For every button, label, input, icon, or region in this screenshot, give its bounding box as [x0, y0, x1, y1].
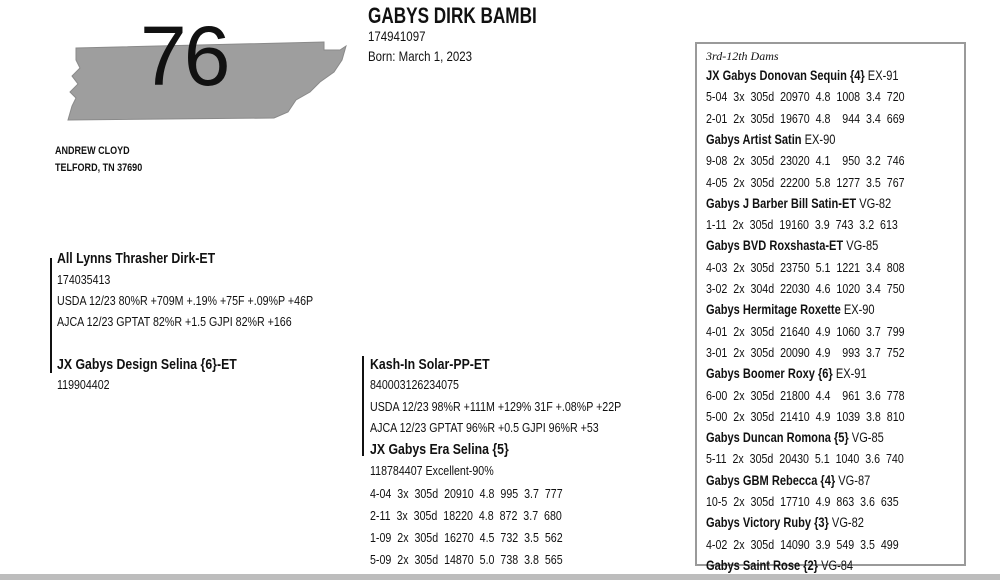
dam-entry-name	[706, 366, 867, 381]
dam-entry-name	[706, 196, 891, 211]
sire-name: All Lynns Thrasher Dirk-ET	[57, 250, 216, 267]
dam-production-record: 5-11 2x 305d 20430 5.1 1040 3.6 740	[706, 451, 904, 467]
granddam-name: JX Gabys Era Selina {5}	[370, 441, 509, 458]
dam-name: JX Gabys Design Selina {6}-ET	[57, 356, 237, 373]
maternal-grandsire-ajca-proof: AJCA 12/23 GPTAT 96%R +0.5 GJPI 96%R +53	[370, 420, 599, 435]
maternal-grandsire-usda-proof: USDA 12/23 98%R +111M +129% 31F +.08%P +22P	[370, 399, 622, 414]
dam-production-record: 3-02 2x 304d 22030 4.6 1020 3.4 750	[706, 281, 905, 296]
granddam-record: 1-09 2x 305d 16270 4.5 732 3.5 562	[370, 530, 563, 545]
maternal-grandsire-name: Kash-In Solar-PP-ET	[370, 356, 490, 373]
dam-production-record: 4-01 2x 305d 21640 4.9 1060 3.7 799	[706, 323, 905, 339]
maternal-grandsire-reg: 840003126234075	[370, 377, 459, 392]
dam-production-record: 3-01 2x 305d 20090 4.9 993 3.7 752	[706, 344, 905, 360]
granddam-reg: 118784407 Excellent-90%	[370, 463, 494, 478]
registration-number: 174941097	[368, 28, 426, 44]
bottom-rule	[0, 574, 1000, 580]
dam-production-record: 4-05 2x 305d 22200 5.8 1277 3.5 767	[706, 174, 905, 190]
dam-production-record: 9-08 2x 305d 23020 4.1 950 3.2 746	[706, 153, 905, 169]
dam-name: Gabys Artist Satin	[706, 131, 802, 147]
pedigree-line-dam	[50, 355, 52, 373]
granddam-record: 5-09 2x 305d 14870 5.0 738 3.8 565	[370, 552, 563, 567]
dam-reg: 119904402	[57, 377, 110, 392]
dam-classification: VG-85	[846, 238, 879, 254]
dam-production-record: 5-00 2x 305d 21410 4.9 1039 3.8 810	[706, 408, 905, 424]
dam-production-record: 4-02 2x 305d 14090 3.9 549 3.5 499	[706, 536, 899, 552]
dam-classification: EX-90	[804, 131, 836, 147]
dam-production-record: 4-03 2x 305d 23750 5.1 1221 3.4 808	[706, 259, 905, 275]
birth-date: Born: March 1, 2023	[368, 48, 473, 64]
sire-reg: 174035413	[57, 272, 111, 287]
dam-entry-name	[706, 473, 870, 488]
sire-usda-proof: USDA 12/23 80%R +709M +.19% +75F +.09%P +46P	[57, 293, 314, 308]
animal-name: GABYS DIRK BAMBI	[368, 3, 537, 28]
dam-name: Gabys Boomer Roxy {6}	[706, 366, 833, 382]
dam-classification: EX-90	[843, 302, 875, 318]
dam-classification: VG-84	[821, 557, 854, 573]
dam-entry-name	[706, 302, 875, 317]
lot-number: 76	[140, 9, 228, 103]
sire-ajca-proof: AJCA 12/23 GPTAT 82%R +1.5 GJPI 82%R +166	[57, 314, 292, 329]
dam-name: Gabys Victory Ruby {3}	[706, 515, 829, 531]
dam-name: Gabys BVD Roxshasta-ET	[706, 238, 844, 254]
dam-classification: EX-91	[867, 68, 899, 83]
granddam-record: 4-04 3x 305d 20910 4.8 995 3.7 777	[370, 486, 563, 501]
dam-name: JX Gabys Donovan Sequin {4}	[706, 68, 865, 83]
dam-classification: VG-87	[838, 472, 871, 488]
dam-production-record: 2-01 2x 305d 19670 4.8 944 3.4 669	[706, 110, 905, 126]
dam-name: Gabys J Barber Bill Satin-ET	[706, 195, 857, 211]
dams-box-title: 3rd-12th Dams	[706, 49, 779, 63]
dam-production-record: 6-00 2x 305d 21800 4.4 961 3.6 778	[706, 387, 905, 403]
dam-entry-name	[706, 238, 878, 253]
dam-entry-name	[706, 430, 884, 445]
dam-entry-name	[706, 68, 899, 83]
dam-classification: EX-91	[835, 366, 867, 382]
dam-entry-name	[706, 515, 864, 530]
dam-name: Gabys Hermitage Roxette	[706, 302, 841, 318]
dam-name: Gabys Saint Rose {2}	[706, 557, 818, 573]
pedigree-line-grandsire	[362, 356, 364, 456]
owner-address: TELFORD, TN 37690	[55, 162, 143, 174]
dam-entry-name	[706, 558, 853, 573]
owner-name: ANDREW CLOYD	[55, 145, 130, 157]
dam-entry-name	[706, 132, 835, 147]
dam-name: Gabys GBM Rebecca {4}	[706, 472, 836, 488]
dam-name: Gabys Duncan Romona {5}	[706, 430, 849, 446]
dam-production-record: 1-11 2x 305d 19160 3.9 743 3.2 613	[706, 217, 898, 233]
dam-production-record: 5-04 3x 305d 20970 4.8 1008 3.4 720	[706, 89, 905, 105]
dam-classification: VG-82	[831, 515, 864, 531]
dam-production-record: 10-5 2x 305d 17710 4.9 863 3.6 635	[706, 494, 899, 509]
granddam-record: 2-11 3x 305d 18220 4.8 872 3.7 680	[370, 508, 562, 523]
dam-classification: VG-85	[851, 430, 884, 446]
dam-classification: VG-82	[859, 195, 892, 211]
